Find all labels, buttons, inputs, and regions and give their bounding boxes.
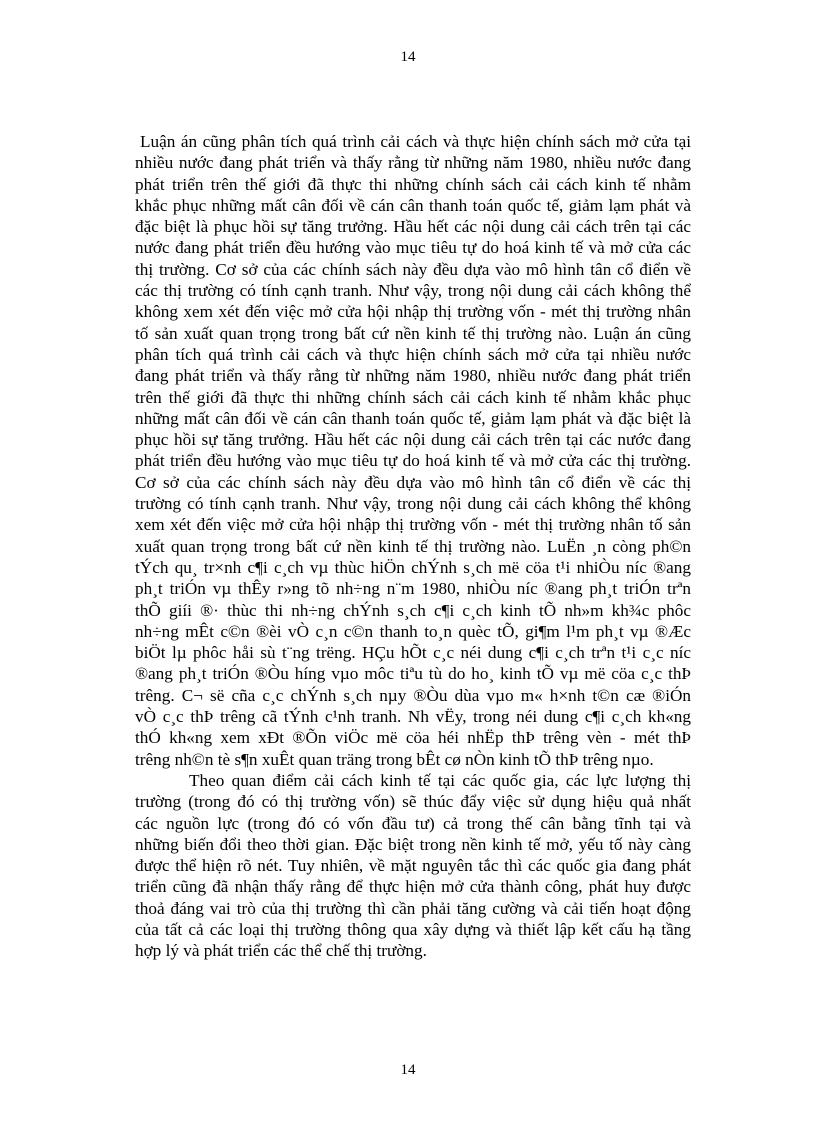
text-line: các nguồn lực (trong đó có vốn đầu tư) cả trong thế cân bằng tĩnh tại và xyxy=(135,813,691,833)
text-line: Cơ sở của các chính sách này đều dựa vào mô hình tân cổ điển về các thị xyxy=(135,472,691,492)
text-line: Luận án cũng phân tích quá trình cải cách và thực hiện chính sách mở cửa tại xyxy=(140,132,691,151)
body-text xyxy=(135,131,691,962)
text-line: các thị trường có tính cạnh tranh. Như vậy, trong nội dung cải cách không thể xyxy=(135,281,691,301)
text-line: thÓ kh«ng xem xÐt ®Õn viÖc më cöa héi nhËp thÞ trêng vèn - mét thÞ xyxy=(135,728,691,748)
page-number-top: 14 xyxy=(400,49,416,65)
page-number-bottom: 14 xyxy=(400,1062,416,1078)
text-line: vÒ c¸c thÞ trêng cã tÝnh c¹nh tranh. Nh vËy, trong néi dung c¶i c¸ch kh«ng xyxy=(135,707,691,727)
text-line: thÕ giíi ®· thùc thi nh÷ng chÝnh s¸ch c¶i c¸ch kinh tÕ nh»m kh¾c phôc xyxy=(135,600,691,620)
text-line: ®ang ph¸t triÓn ®Òu híng vµo môc tiªu tù do ho¸ kinh tÕ vµ më cöa c¸c thÞ xyxy=(135,664,691,684)
text-line: xem xét đến việc mở cửa hội nhập thị trường vốn - mét thị trường nhân tố sản xyxy=(135,515,691,535)
text-line: những biến đổi theo thời gian. Đặc biệt trong nền kinh tế mở, yếu tố này càng xyxy=(135,834,691,854)
text-line: thị trường. Cơ sở của các chính sách này đều dựa vào mô hình tân cổ điển về xyxy=(135,259,691,279)
text-line: nh÷ng mÊt c©n ®èi vÒ c¸n c©n thanh to¸n quèc tÕ, gi¶m l¹m ph¸t vµ ®Æc xyxy=(135,621,691,641)
text-line: nhiều nước đang phát triển và thấy rằng từ những năm 1980, nhiều nước đang xyxy=(135,153,691,173)
text-line: ph¸t triÓn vµ thÊy r»ng tõ nh÷ng n¨m 1980, nhiÒu níc ®ang ph¸t triÓn trªn xyxy=(135,579,691,599)
text-line: phân tích quá trình cải cách và thực hiện chính sách mở cửa tại nhiều nước xyxy=(135,344,691,364)
text-line: đặc biệt là phục hồi sự tăng trưởng. Hầu hết các nội dung cải cách trên tại các xyxy=(135,217,691,237)
text-line: phát triển đều hướng vào mục tiêu tự do hoá kinh tế và mở cửa các thị trường. xyxy=(135,451,691,471)
text-line: trường (trong đó có thị trường vốn) sẽ thúc đẩy việc sử dụng hiệu quả nhất xyxy=(135,792,691,812)
text-line: trên thế giới đã thực thi những chính sách cải cách kinh tế nhằm khắc phục xyxy=(135,387,691,407)
text-line: phát triển trên thế giới đã thực thi những chính sách cải cách kinh tế nhằm xyxy=(135,174,691,194)
text-line: phục hồi sự tăng trưởng. Hầu hết các nội dung cải cách trên tại các nước đang xyxy=(135,430,691,450)
text-line: tố sản xuất quan trọng trong bất cứ nền kinh tế thị trường nào. Luận án cũng xyxy=(135,323,691,343)
text-line: những mất cân đối về cán cân thanh toán quốc tế, giảm lạm phát và đặc biệt là xyxy=(135,408,691,428)
text-line: trêng nh©n tè s¶n xuÊt quan träng trong bÊt cø nÒn kinh tÕ thÞ trêng nµo. xyxy=(135,749,654,769)
text-line: Theo quan điểm cải cách kinh tế tại các quốc gia, các lực lượng thị xyxy=(189,770,691,790)
text-line: được thể hiện rõ nét. Tuy nhiên, về mặt nguyên tắc thì các quốc gia đang phát xyxy=(135,856,691,876)
text-line: biÖt lµ phôc håi sù t¨ng trëng. HÇu hÕt c¸c néi dung c¶i c¸ch trªn t¹i c¸c níc xyxy=(135,643,691,663)
text-line: không xem xét đến việc mở cửa hội nhập thị trường vốn - mét thị trường nhân xyxy=(135,302,691,322)
text-line: của tất cả các loại thị trường thông qua xây dựng và thiết lập kết cấu hạ tầng xyxy=(135,919,691,939)
text-line: khắc phục những mất cân đối về cán cân thanh toán quốc tế, giảm lạm phát và xyxy=(135,195,691,215)
text-line: trường có tính cạnh tranh. Như vậy, trong nội dung cải cách không thể không xyxy=(135,494,691,514)
text-line: triển cũng đã nhận thấy rằng để thực hiện mở cửa thành công, phát huy được xyxy=(135,877,691,897)
text-line: tÝch qu¸ tr×nh c¶i c¸ch vµ thùc hiÖn chÝnh s¸ch më cöa t¹i nhiÒu níc ®ang xyxy=(135,557,691,577)
text-line: đang phát triển và thấy rằng từ những năm 1980, nhiều nước đang phát triển xyxy=(135,366,691,386)
paragraph-1 xyxy=(135,131,691,770)
text-line: xuất quan trọng trong bất cứ nền kinh tế thị trường nào. LuËn ¸n còng ph©n xyxy=(135,536,691,556)
text-line: hợp lý và phát triển các thể chế thị trường. xyxy=(135,941,427,961)
text-line: nước đang phát triển đều hướng vào mục tiêu tự do hoá kinh tế và mở cửa các xyxy=(135,238,691,258)
text-line: trêng. C¬ së cña c¸c chÝnh s¸ch nµy ®Òu dùa vµo m« h×nh t©n cæ ®iÓn xyxy=(135,685,691,705)
text-line: thoả đáng vai trò của thị trường thì cần phải tăng cường và cải tiến hoạt động xyxy=(135,898,691,918)
paragraph-2 xyxy=(135,770,691,962)
